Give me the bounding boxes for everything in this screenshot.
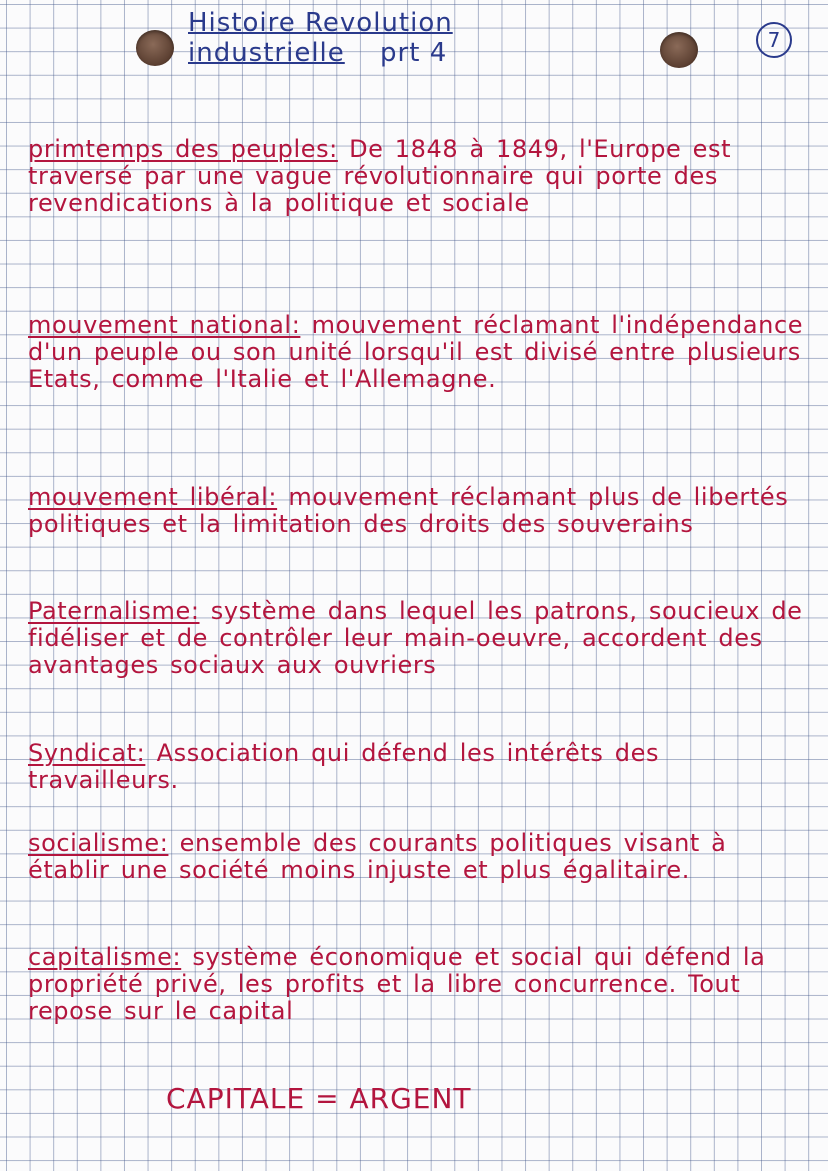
title-line-1: Histoire Revolution — [188, 8, 453, 38]
entry-mouvement-national — [28, 312, 804, 393]
entry-term: Syndicat: — [28, 739, 146, 767]
title-line-2: industrielle — [188, 38, 345, 68]
entry-term: socialisme: — [28, 829, 169, 857]
entry-printemps-des-peuples — [28, 136, 804, 217]
entry-socialisme — [28, 830, 804, 884]
entry-definition: ensemble des courants politiques visant à établir une société moins injuste et plus égalitaire. — [28, 829, 727, 884]
entry-term: mouvement libéral: — [28, 483, 278, 511]
footer-equation: CAPITALE = ARGENT — [166, 1082, 472, 1115]
title-part: prt 4 — [380, 38, 448, 68]
page-number: 7 — [756, 22, 792, 58]
entry-definition: Association qui défend les intérêts des travailleurs. — [28, 739, 660, 794]
entry-definition: système économique et social qui défend la propriété privé, les profits et la libre concurrence. Tout repose sur le capital — [28, 943, 766, 1025]
entry-definition: système dans lequel les patrons, soucieux de fidéliser et de contrôler leur main-oeuvre, accordent des avantages sociaux aux ouvriers — [28, 597, 803, 679]
entry-definition: mouvement réclamant l'indépendance d'un peuple ou son unité lorsqu'il est divisé entre plusieurs Etats, comme l'Italie et l'Allemagne. — [28, 311, 804, 393]
punch-hole-right — [660, 32, 698, 68]
entry-term: mouvement national: — [28, 311, 301, 339]
entry-definition: De 1848 à 1849, l'Europe est traversé par une vague révolutionnaire qui porte des revendications à la politique et sociale — [28, 135, 732, 217]
entry-term: primtemps des peuples: — [28, 135, 338, 163]
punch-hole-left — [136, 30, 174, 66]
entry-mouvement-liberal — [28, 484, 804, 538]
entry-capitalisme — [28, 944, 804, 1025]
entry-term: capitalisme: — [28, 943, 182, 971]
entry-paternalisme — [28, 598, 804, 679]
entry-term: Paternalisme: — [28, 597, 200, 625]
entry-syndicat — [28, 740, 804, 794]
entry-definition: mouvement réclamant plus de libertés politiques et la limitation des droits des souverains — [28, 483, 789, 538]
page-title — [188, 8, 648, 68]
